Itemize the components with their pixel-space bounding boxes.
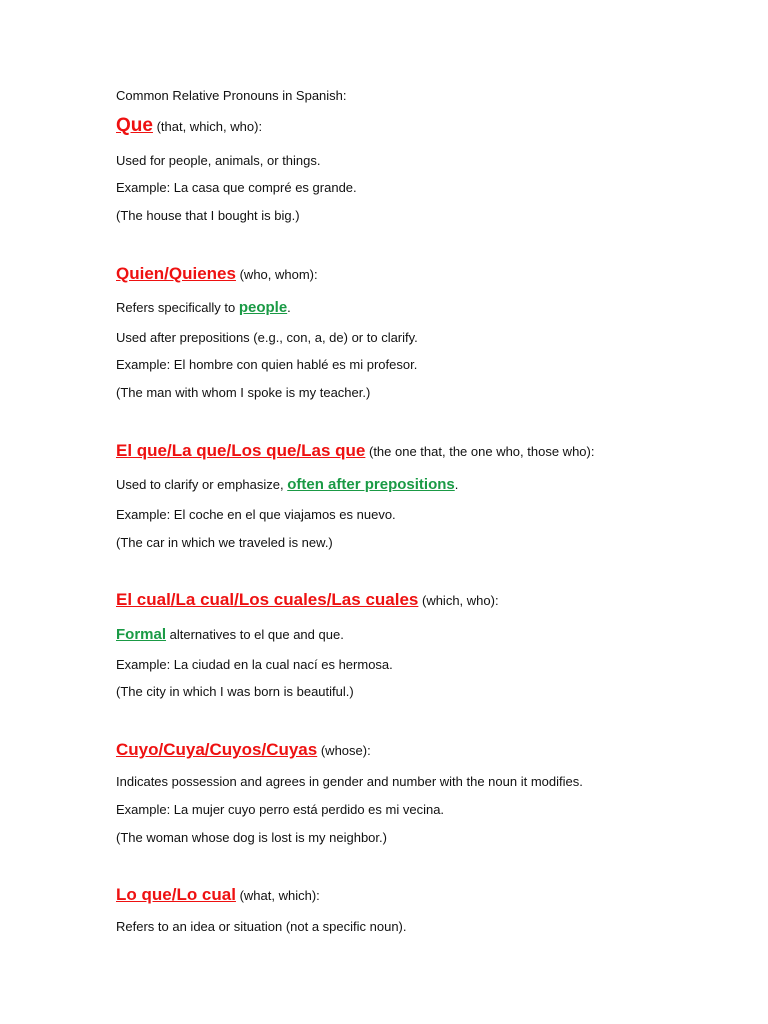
section-translation: (The man with whom I spoke is my teacher.)	[116, 385, 371, 400]
section-text: Used after prepositions (e.g., con, a, de) or to clarify.	[116, 330, 418, 345]
section-heading-quien	[116, 266, 318, 283]
pronoun-term: Lo que/Lo cual	[116, 885, 236, 904]
highlight-text: people	[238, 299, 288, 316]
pronoun-term: Que	[116, 115, 153, 136]
section-text: Formal alternatives to el que and que.	[116, 626, 344, 643]
section-heading-el-que	[116, 443, 594, 460]
section-translation: (The car in which we traveled is new.)	[116, 535, 333, 550]
pronoun-gloss: (that, which, who):	[152, 119, 263, 134]
section-heading-cuyo	[116, 742, 371, 759]
pronoun-gloss: (whose):	[317, 743, 371, 758]
section-heading-el-cual	[116, 592, 499, 609]
pronoun-gloss: (the one that, the one who, those who):	[365, 444, 595, 459]
pronoun-gloss: (who, whom):	[235, 267, 318, 282]
section-translation: (The city in which I was born is beautiful.)	[116, 684, 354, 699]
highlight-text: often after prepositions	[287, 476, 455, 493]
section-example: Example: La casa que compré es grande.	[116, 180, 357, 195]
section-text: Refers to an idea or situation (not a specific noun).	[116, 919, 407, 934]
pronoun-term: El que/La que/Los que/Las que	[116, 441, 366, 460]
section-example: Example: La ciudad en la cual nací es hermosa.	[116, 657, 393, 672]
section-text: Used to clarify or emphasize, often after prepositions.	[116, 476, 459, 493]
pronoun-gloss: (what, which):	[235, 888, 320, 903]
pronoun-term: El cual/La cual/Los cuales/Las cuales	[116, 590, 419, 609]
section-example: Example: La mujer cuyo perro está perdido es mi vecina.	[116, 802, 445, 817]
section-text: Used for people, animals, or things.	[116, 153, 321, 168]
section-example: Example: El coche en el que viajamos es nuevo.	[116, 507, 396, 522]
section-heading-lo-que	[116, 887, 320, 904]
section-heading-que	[116, 115, 263, 136]
document-title: Common Relative Pronouns in Spanish:	[116, 88, 347, 103]
section-translation: (The woman whose dog is lost is my neighbor.)	[116, 830, 387, 845]
pronoun-gloss: (which, who):	[418, 593, 499, 608]
section-text: Indicates possession and agrees in gender and number with the noun it modifies.	[116, 774, 583, 789]
section-translation: (The house that I bought is big.)	[116, 208, 300, 223]
section-example: Example: El hombre con quien hablé es mi profesor.	[116, 357, 418, 372]
pronoun-term: Quien/Quienes	[116, 264, 236, 283]
section-text: Refers specifically to people.	[116, 299, 291, 316]
highlight-text: Formal	[116, 626, 167, 643]
pronoun-term: Cuyo/Cuya/Cuyos/Cuyas	[116, 740, 318, 759]
